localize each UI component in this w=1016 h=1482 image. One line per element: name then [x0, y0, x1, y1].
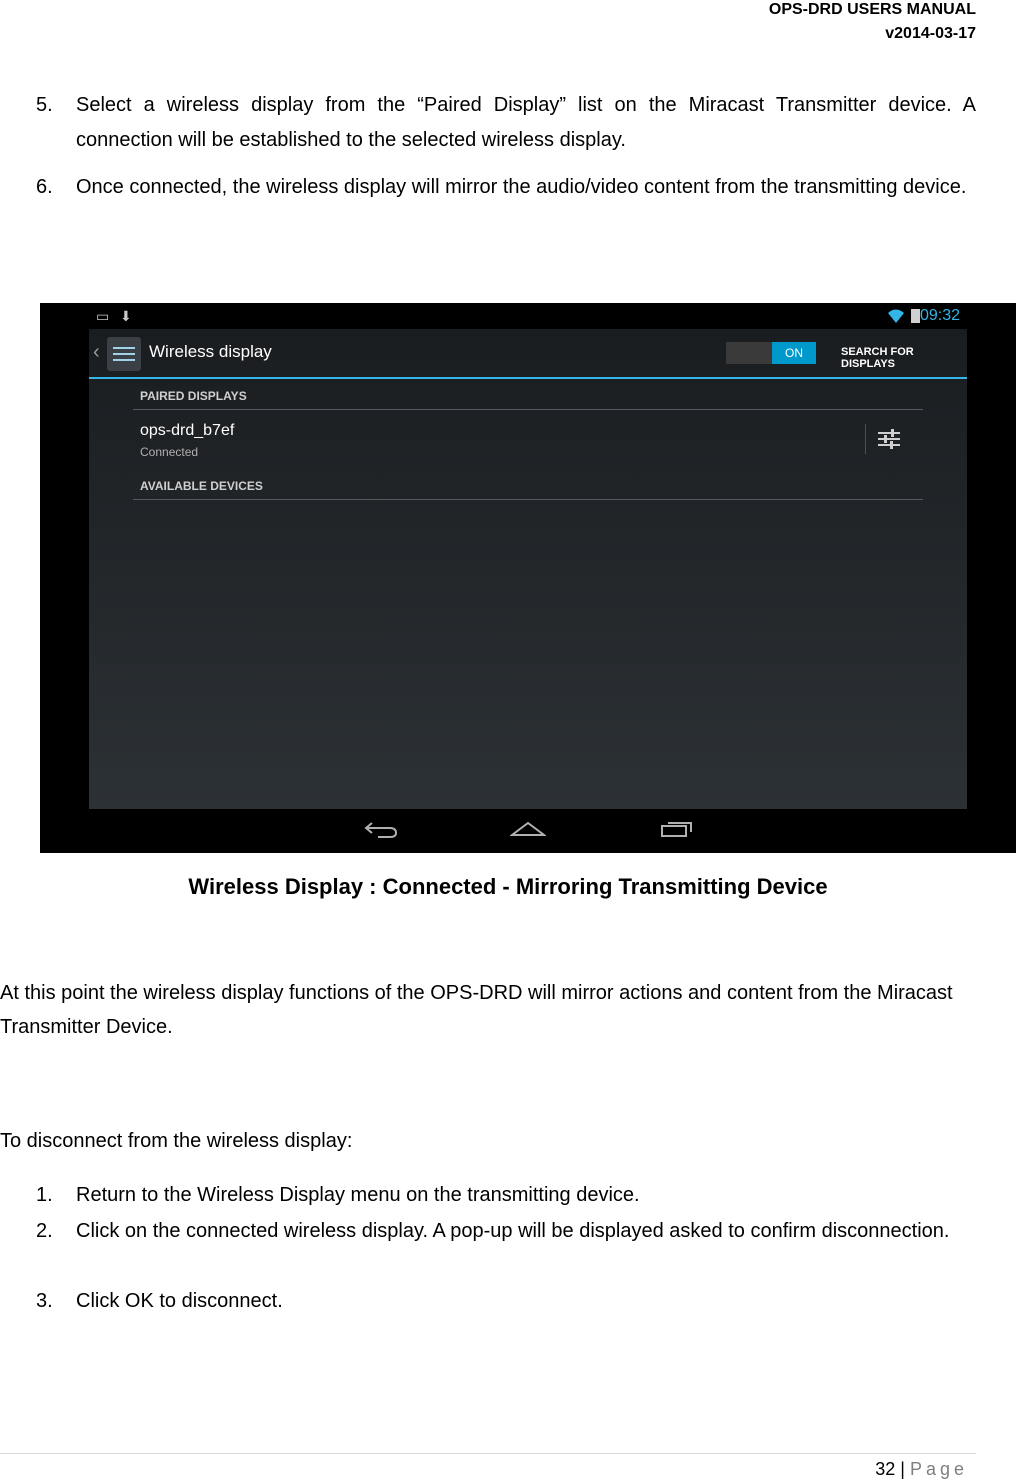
- list-number: 1.: [36, 1184, 53, 1206]
- footer-separator: |: [900, 1459, 905, 1479]
- search-for-displays-button[interactable]: SEARCH FOR DISPLAYS: [841, 346, 914, 370]
- device-name: ops-drd_b7ef: [140, 422, 235, 439]
- manual-title: OPS-DRD USERS MANUAL: [768, 1, 976, 18]
- navigation-bar: [40, 809, 1016, 853]
- manual-version: v2014-03-17: [885, 25, 976, 42]
- list-number: 3.: [36, 1290, 53, 1312]
- back-icon[interactable]: [364, 819, 398, 839]
- list-item: [36, 88, 976, 158]
- android-screenshot: [40, 303, 1016, 853]
- status-bar: [40, 303, 1016, 329]
- list-text: Click OK to disconnect.: [76, 1290, 283, 1312]
- list-item: [36, 1284, 976, 1319]
- device-settings-icon[interactable]: [877, 427, 901, 451]
- screen-title: Wireless display: [149, 342, 272, 361]
- status-clock: 09:32: [919, 307, 960, 324]
- wireless-display-toggle[interactable]: [726, 342, 816, 364]
- action-bar: [89, 329, 967, 379]
- screen-cast-icon: ▭: [96, 308, 110, 324]
- list-number: 6.: [36, 176, 53, 198]
- list-text: Once connected, the wireless display will mirror the audio/video content from the transmitting device.: [76, 176, 967, 198]
- divider: [133, 499, 923, 500]
- list-item: [36, 1214, 976, 1249]
- up-caret-icon[interactable]: ‹: [93, 341, 100, 363]
- home-icon[interactable]: [510, 819, 546, 839]
- device-status: Connected: [140, 445, 199, 459]
- wifi-icon: [888, 309, 904, 323]
- settings-screen: [89, 329, 967, 809]
- list-text: Click on the connected wireless display. A pop-up will be displayed asked to confirm disconnection.: [76, 1220, 950, 1242]
- recent-apps-icon[interactable]: [660, 819, 694, 839]
- page-footer: [875, 1459, 968, 1480]
- footer-divider: [0, 1453, 976, 1454]
- list-text: Select a wireless display from the “Paired Display” list on the Miracast Transmitter device. A connection will be established to the selected wireless display.: [76, 94, 976, 151]
- battery-icon: [911, 309, 920, 323]
- list-number: 5.: [36, 94, 53, 116]
- paired-displays-header: PAIRED DISPLAYS: [140, 389, 247, 403]
- available-devices-header: AVAILABLE DEVICES: [140, 479, 263, 493]
- download-icon: ⬇: [120, 308, 132, 324]
- list-text: Return to the Wireless Display menu on the transmitting device.: [76, 1184, 640, 1206]
- page-number: 32: [875, 1459, 896, 1479]
- figure-caption: Wireless Display : Connected - Mirroring Transmitting Device: [188, 874, 828, 899]
- list-item: [36, 1178, 976, 1213]
- paragraph: At this point the wireless display functions of the OPS-DRD will mirror actions and content from the Miracast Transmitter Device.: [0, 982, 953, 1038]
- list-item: [36, 170, 976, 205]
- vertical-divider: [865, 424, 866, 454]
- settings-app-icon: [107, 337, 141, 371]
- list-number: 2.: [36, 1220, 53, 1242]
- toggle-on-label: ON: [772, 342, 816, 364]
- divider: [133, 409, 923, 410]
- paragraph: To disconnect from the wireless display:: [0, 1130, 353, 1152]
- page-word: Page: [909, 1459, 968, 1479]
